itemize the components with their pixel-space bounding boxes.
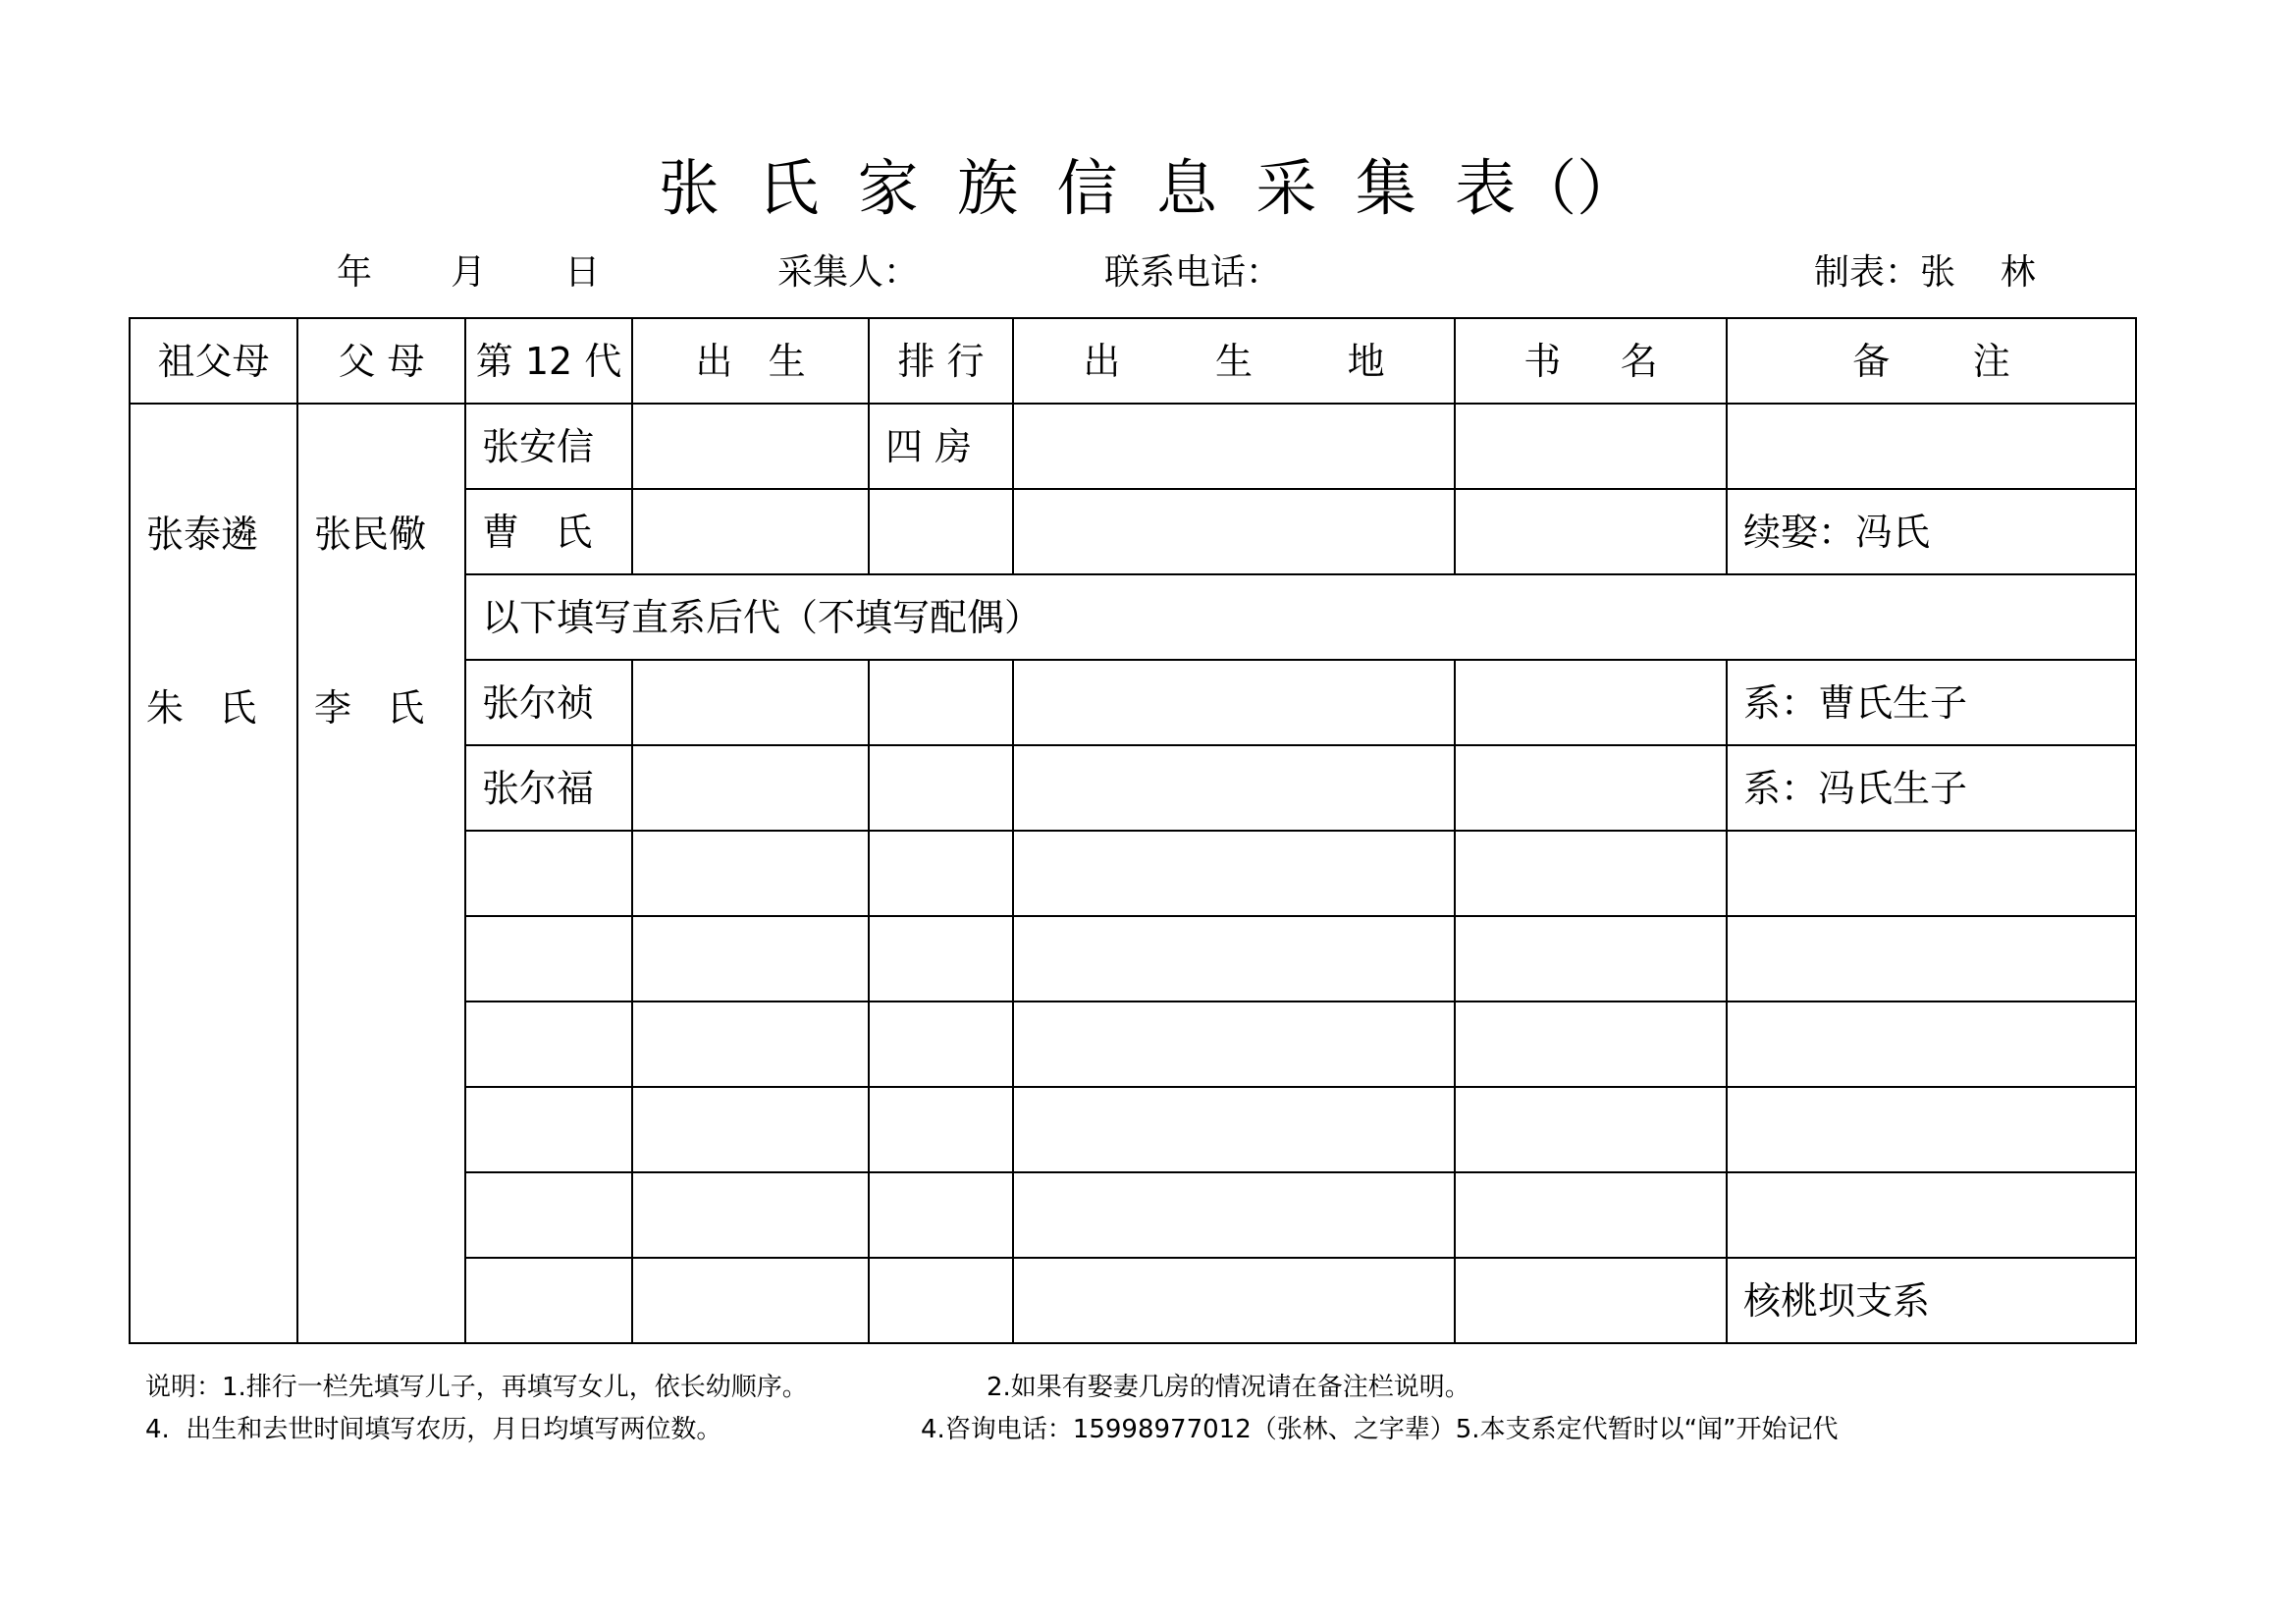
descendant-name <box>465 831 632 916</box>
book-name-cell <box>1455 916 1727 1001</box>
descendant-remark <box>1727 1172 2136 1258</box>
descendant-name <box>465 1087 632 1172</box>
header-book-name: 书 名 <box>1455 318 1727 404</box>
birthplace-cell <box>1013 489 1455 574</box>
birth-cell <box>632 745 869 831</box>
birth-cell <box>632 916 869 1001</box>
father-name: 张民儆 <box>314 513 427 556</box>
book-name-cell <box>1455 1258 1727 1343</box>
birth-cell <box>632 1258 869 1343</box>
descendant-remark: 系：曹氏生子 <box>1727 660 2136 745</box>
rank-cell <box>869 1001 1013 1087</box>
self-remark <box>1727 404 2136 489</box>
book-name-cell <box>1455 1087 1727 1172</box>
header-row <box>130 318 2136 404</box>
birthplace-cell <box>1013 1001 1455 1087</box>
header-birth: 出 生 <box>632 318 869 404</box>
birth-cell <box>632 404 869 489</box>
birth-cell <box>632 1087 869 1172</box>
descendant-remark <box>1727 1001 2136 1087</box>
rank-cell <box>869 660 1013 745</box>
birthplace-cell <box>1013 745 1455 831</box>
rank-cell <box>869 489 1013 574</box>
branch-remark: 核桃坝支系 <box>1727 1258 2136 1343</box>
rank-cell <box>869 916 1013 1001</box>
descendant-name <box>465 1001 632 1087</box>
rank-cell <box>869 831 1013 916</box>
birthplace-cell <box>1013 404 1455 489</box>
descendant-name <box>465 916 632 1001</box>
collector-field: 采集人： <box>777 252 920 293</box>
rank-cell <box>869 1172 1013 1258</box>
note-line1-left: 说明：1.排行一栏先填写儿子，再填写女儿，依长幼顺序。 <box>145 1373 808 1402</box>
rank-cell <box>869 1087 1013 1172</box>
grandmother-name: 朱 氏 <box>146 686 257 730</box>
self-name: 张安信 <box>465 404 632 489</box>
mother-name: 李 氏 <box>314 686 425 730</box>
descendants-banner: 以下填写直系后代（不填写配偶） <box>465 574 2136 660</box>
note-line2-right: 4.咨询电话：15998977012（张林、之字辈）5.本支系定代暂时以“闻”开始记代 <box>921 1415 1839 1444</box>
header-grandparents: 祖父母 <box>130 318 297 404</box>
birth-cell <box>632 1172 869 1258</box>
rank-cell <box>869 745 1013 831</box>
birth-cell <box>632 1001 869 1087</box>
grandparents-cell <box>130 404 297 1343</box>
form-title: 张 氏 家 族 信 息 采 集 表（） <box>658 152 1638 224</box>
header-rank: 排 行 <box>869 318 1013 404</box>
descendant-name <box>465 1258 632 1343</box>
header-remark: 备 注 <box>1727 318 2136 404</box>
book-name-cell <box>1455 660 1727 745</box>
birthplace-cell <box>1013 1087 1455 1172</box>
family-info-table <box>129 317 2137 1344</box>
descendant-remark: 系：冯氏生子 <box>1727 745 2136 831</box>
descendant-name <box>465 1172 632 1258</box>
descendant-remark <box>1727 831 2136 916</box>
book-name-cell <box>1455 489 1727 574</box>
book-name-cell <box>1455 1172 1727 1258</box>
descendant-remark <box>1727 1087 2136 1172</box>
grandfather-name: 张泰遴 <box>146 513 259 556</box>
rank-cell <box>869 1258 1013 1343</box>
descendant-name: 张尔祯 <box>465 660 632 745</box>
book-name-cell <box>1455 404 1727 489</box>
descendant-name: 张尔福 <box>465 745 632 831</box>
descendant-remark <box>1727 916 2136 1001</box>
birthplace-cell <box>1013 831 1455 916</box>
note-line1-right: 2.如果有娶妻几房的情况请在备注栏说明。 <box>987 1373 1470 1402</box>
birthplace-cell <box>1013 1172 1455 1258</box>
header-generation: 第 12 代 <box>465 318 632 404</box>
book-name-cell <box>1455 1001 1727 1087</box>
header-birthplace: 出 生 地 <box>1013 318 1455 404</box>
birthplace-cell <box>1013 660 1455 745</box>
book-name-cell <box>1455 745 1727 831</box>
phone-field: 联系电话： <box>1104 252 1282 293</box>
birth-cell <box>632 489 869 574</box>
birth-cell <box>632 831 869 916</box>
note-line2-left: 4. 出生和去世时间填写农历，月日均填写两位数。 <box>145 1415 722 1444</box>
birthplace-cell <box>1013 916 1455 1001</box>
table-row <box>130 404 2136 489</box>
book-name-cell <box>1455 831 1727 916</box>
self-rank: 四 房 <box>869 404 1013 489</box>
table-maker: 制表：张 林 <box>1814 252 2036 293</box>
birthplace-cell <box>1013 1258 1455 1343</box>
spouse-name: 曹 氏 <box>465 489 632 574</box>
parents-cell <box>297 404 465 1343</box>
spouse-remark: 续娶：冯氏 <box>1727 489 2136 574</box>
date-field: 年 月 日 <box>337 252 601 293</box>
birth-cell <box>632 660 869 745</box>
header-parents: 父 母 <box>297 318 465 404</box>
